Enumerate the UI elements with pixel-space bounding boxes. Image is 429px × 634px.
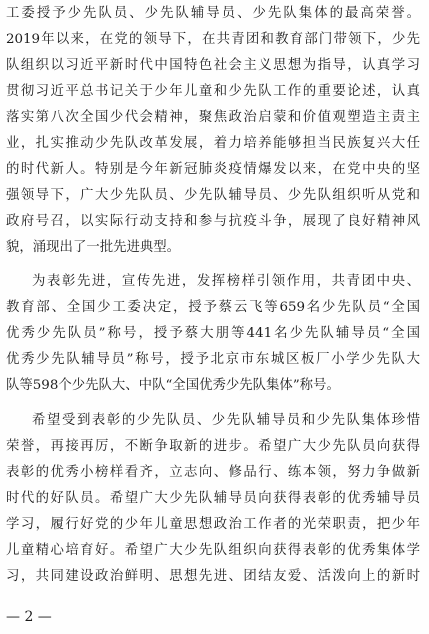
- paragraph-start-line: 为表彰先进，宣传先进，发挥榜样引领作用，共青团中央、: [32, 274, 420, 289]
- text-line: 贯彻习近平总书记关于少年儿童和少先队工作的重要论述，认真: [6, 84, 420, 99]
- text-line: 儿童精心培育好。希望广大少先队组织向获得表彰的优秀集体学: [6, 543, 420, 558]
- text-line: 教育部、全国少工委决定，授予蔡云飞等659名少先队员“全国: [6, 300, 420, 315]
- text-line: 的时代新人。特别是今年新冠肺炎疫情爆发以来，在党中央的坚: [6, 162, 420, 177]
- text-line: 优秀少先队员”称号，授予蔡大朋等441名少先队辅导员“全国: [6, 326, 420, 341]
- text-line: 2019年以来，在党的领导下，在共青团和教育部门带领下，少先: [6, 32, 420, 47]
- text-line: 业，扎实推动少先队改革发展，着力培养能够担当民族复兴大任: [6, 136, 420, 151]
- paragraph-start-line: 希望受到表彰的少先队员、少先队辅导员和少先队集体珍惜: [32, 413, 420, 428]
- text-line: 队等598个少先队大、中队“全国优秀少先队集体”称号。: [6, 378, 340, 393]
- text-line: 落实第八次全国少代会精神，聚焦政治启蒙和价值观塑造主责主: [6, 110, 420, 125]
- text-line: 优秀少先队辅导员”称号，授予北京市东城区板厂小学少先队大: [6, 352, 420, 367]
- text-line: 荣誉，再接再厉，不断争取新的进步。希望广大少先队员向获得: [6, 439, 420, 454]
- text-line: 表彰的优秀小榜样看齐，立志向、修品行、练本领，努力争做新: [6, 465, 420, 480]
- text-line: 政府号召，以实际行动支持和参与抗疫斗争，展现了良好精神风: [6, 214, 420, 229]
- text-line: 习，共同建设政治鲜明、思想先进、团结友爱、活泼向上的新时: [6, 569, 420, 584]
- text-line: 工委授予少先队员、少先队辅导员、少先队集体的最高荣誉。: [6, 6, 420, 21]
- page-number: — 2 —: [6, 609, 52, 625]
- text-line: 队组织以习近平新时代中国特色社会主义思想为指导，认真学习: [6, 58, 420, 73]
- text-line: 时代的好队员。希望广大少先队辅导员向获得表彰的优秀辅导员: [6, 491, 420, 506]
- text-line: 强领导下，广大少先队员、少先队辅导员、少先队组织听从党和: [6, 188, 420, 203]
- text-line: 貌，涌现出了一批先进典型。: [6, 240, 181, 255]
- text-line: 学习，履行好党的少年儿童思想政治工作者的光荣职责，把少年: [6, 517, 420, 532]
